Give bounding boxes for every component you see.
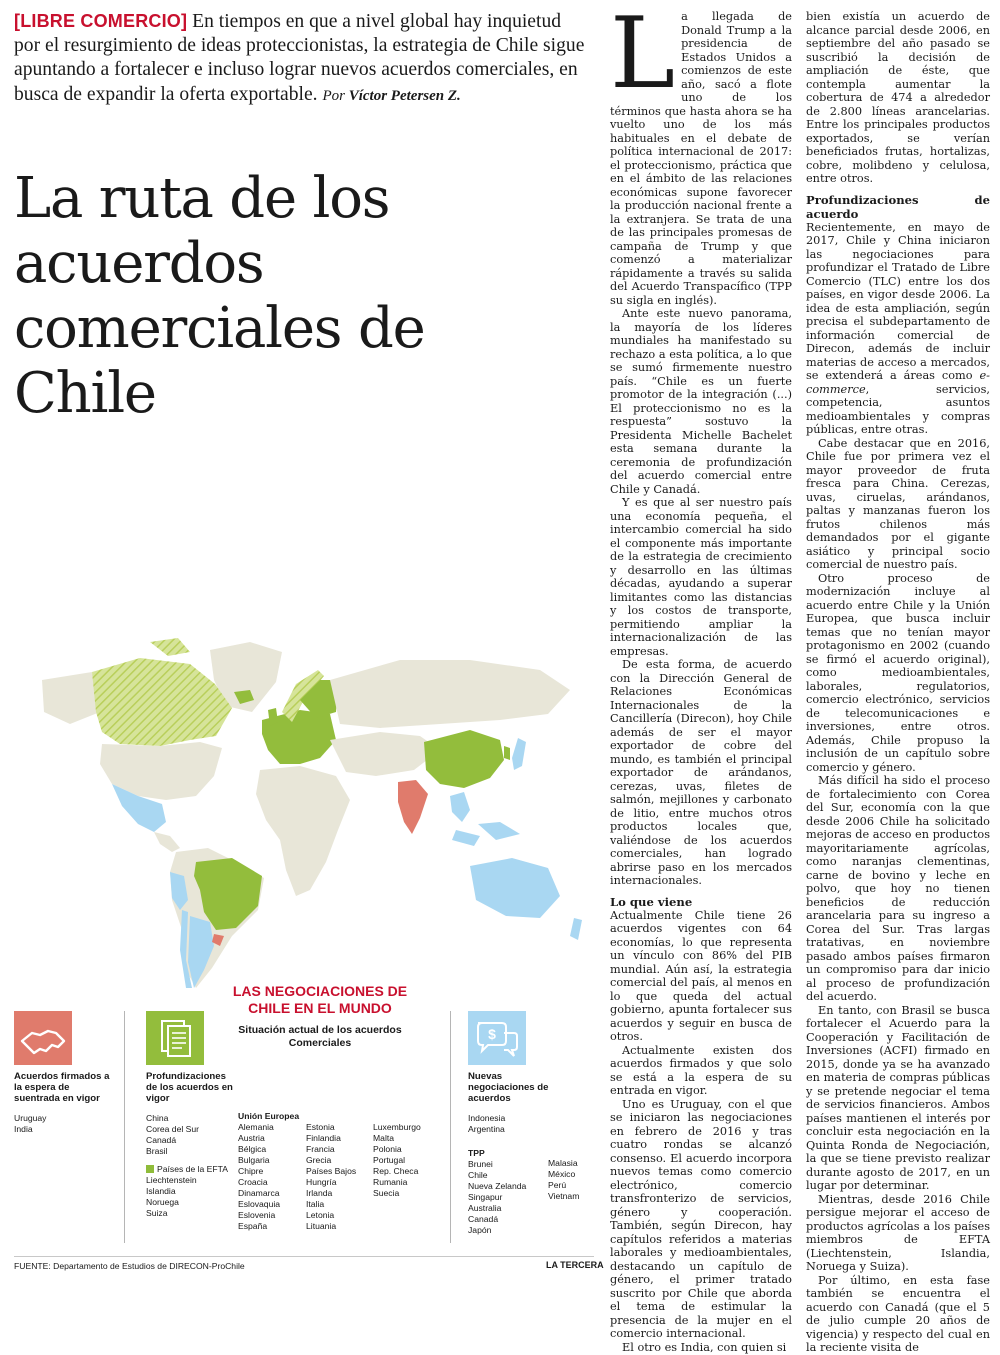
india	[398, 780, 428, 834]
china	[424, 730, 504, 788]
eu-list-2: Estonia Finlandia Francia Grecia Países Bajos Hungría Irlanda Italia Letonia Lituania	[306, 1122, 357, 1231]
paragraph: Más difícil ha sido el proceso de fortalecimiento con Corea del Sur, economía con la que desde 2006 Chile ha solicitado mejoras de acceso en productos mayoritariamente agrícolas, como naranjas clementinas, carne de bovino y leche en polvo, que hoy no tienen beneficios de reducción arancelaria para su ingreso a Corea del Sur. Tras largas tratativas, en noviembre pasado ambos países firmaron un compromiso para dar inicio al proceso de profundización del acuerdo.	[806, 774, 990, 1003]
russia	[330, 660, 570, 728]
new-heading: Nuevas negociaciones de acuerdos	[468, 1071, 549, 1104]
infographic	[0, 975, 600, 1260]
article-column-1	[610, 0, 792, 1354]
country: Islandia	[146, 1186, 176, 1196]
byline-author: Víctor Petersen Z.	[348, 87, 461, 104]
country: India	[14, 1124, 33, 1134]
paragraph: Uno es Uruguay, con el que se iniciaron las negociaciones en febrero de 2016 y tras cuatro rondas se alcanzó consenso. El acuerdo incorpora nuevos temas como comercio electrónico, comercio transfronterizo de servicios, género y cooperación. También, según Direcon, hay capítulos referidos a materias laborales y medioambientales, destacando un capítulo de género, el primer tratado suscrito por Chile que aborda el tema de estimular la presencia de la mujer en el comercio internacional.	[610, 1097, 792, 1340]
lead-text: En tiempos en que a nivel global hay inquietud por el resurgimiento de ideas proteccionistas, la estrategia de Chile sigue apuntando a fortalecer e incluso lograr nuevos acuerdos comerciales, en busca de expandir la oferta exportable.	[14, 11, 585, 105]
country: Suiza	[146, 1208, 168, 1218]
divider	[450, 1011, 451, 1243]
alaska	[42, 672, 100, 724]
country: Argentina	[468, 1124, 505, 1134]
drop-cap: L	[610, 0, 676, 111]
japan	[512, 738, 526, 770]
handshake-icon	[14, 1011, 72, 1065]
efta-swatch	[146, 1165, 154, 1173]
africa	[256, 766, 350, 896]
southeast-asia	[450, 792, 470, 822]
paragraph: Actualmente existen dos acuerdos firmados y que solo se está a la espera de su entrada en vigor.	[610, 1043, 792, 1097]
country: Brasil	[146, 1146, 168, 1156]
canada	[92, 658, 232, 746]
deepening-list	[146, 1113, 232, 1219]
speech-bubbles-icon	[468, 1011, 526, 1065]
paragraph: bien existía un acuerdo de alcance parcial desde 2006, en septiembre del año pasado se suscribió la decisión de ampliación de éste, que contempla aumentar la cobertura de 474 a alrededor de 2.800 líneas arancelarias. Entre los principales productos exportados, se verían beneficiados frutas, hortalizas, cobre, molibdeno y celulosa, entre otros.	[806, 10, 990, 185]
country: Indonesia	[468, 1113, 506, 1123]
tpp-list-2: Malasia México Perú Vietnam	[548, 1158, 580, 1201]
section-tag: [LIBRE COMERCIO]	[14, 11, 188, 31]
country: China	[146, 1113, 169, 1123]
source-credit: FUENTE: Departamento de Estudios de DIRECON-ProChile	[14, 1261, 245, 1271]
paragraph: Y es que al ser nuestro país una economía pequeña, el intercambio comercial ha sido el componente más importante de la estrategia de crecimiento y desarrollo en las últimas décadas, ayudando a superar limitantes como las distancias y los costos de transporte, permitiendo ampliar la internacionalización de las empresas.	[610, 496, 792, 658]
tpp-label: TPP	[468, 1148, 485, 1158]
country: Liechtenstein	[146, 1175, 197, 1185]
lead-paragraph	[14, 9, 589, 108]
australia	[470, 858, 560, 918]
infographic-subtitle: Situación actual de los acuerdos Comerciales	[238, 1024, 402, 1049]
documents-icon	[146, 1011, 204, 1065]
subheading: Lo que viene	[610, 894, 693, 909]
deepening-heading: Profundizaciones de los acuerdos en vigor	[146, 1071, 233, 1104]
paragraph: Actualmente Chile tiene 26 acuerdos vigentes con 64 economías, lo que representa un vínculo con 86% del PIB mundial. Aún así, la estrategia comercial del país, al menos en lo que queda del actual gobierno, apunta fortalecer sus acuerdos y seguir en busca de otros.	[610, 908, 792, 1043]
eu-label: Unión Europea	[238, 1111, 300, 1121]
footer-rule	[14, 1256, 594, 1257]
paragraph: De esta forma, de acuerdo con la Dirección General de Relaciones Económicas Internacionales de la Cancillería (Direcon), hoy Chile además de ser el mayor exportador de cobre del mundo, es también el principal exportador de arándanos, cerezas, uvas, filetes de salmón, mejillones y carbonato de litio, entre muchos otros productos locales que, valiéndose de los acuerdos comerciales, han logrado abrirse paso en los mercados internacionales.	[610, 658, 792, 887]
eu-list-1: Unión Europea Alemania Austria Bélgica Bulgaria Chipre Croacia Dinamarca Eslovaquia Eslovenia España	[238, 1111, 308, 1232]
divider	[124, 1011, 125, 1243]
paragraph: Mientras, desde 2016 Chile persigue mejorar el acceso de productos agrícolas a los países miembros de EFTA (Liechtenstein, Islandia, Noruega y Suiza).	[806, 1192, 990, 1273]
signed-heading: Acuerdos firmados a la espera de suentrada en vigor	[14, 1071, 110, 1104]
efta-legend: Países de la EFTA	[146, 1164, 232, 1175]
paragraph: La llegada de Donald Trump a la presidencia de Estados Unidos a comienzos de este año, sacó a flote uno de los términos que hasta ahora se ha vuelto uno de los más habituales en el debate de política internacional de 2017: el proteccionismo, práctica que en el ámbito de las relaciones económicas supone favorecer la producción nacional frente a la extranjera. Se trata de una de las principales promesas de campaña de Trump y que comenzó a materializar rápidamente a través su salida del Acuerdo Transpacífico (TPP su sigla en inglés).	[610, 0, 792, 307]
paragraph: Recientemente, en mayo de 2017, Chile y China iniciaron las negociaciones para profundizar el Tratado de Libre Comercio (TLC) entre los dos países, en vigor desde 2006. La idea de esta ampliación, según precisa el subdepartamento de información comercial de Direcon, además de incluir materias de acceso a mercados, se extenderá a áreas como e-commerce, servicios, competencia, asuntos medioambientales y compras públicas, entre otras.	[806, 220, 991, 436]
signed-list	[14, 1113, 104, 1135]
paragraph: Ante este nuevo panorama, la mayoría de los líderes mundiales ha manifestado su rechazo a esta política, a lo que se sumó firmemente nuestro país. “Chile es un fuerte promotor de la integración (...) El proteccionismo no es la respuesta” sostuvo la Presidenta Michelle Bachelet esta semana durante la ceremonia de profundización del acuerdo comercial entre Chile y Canadá.	[610, 307, 792, 496]
new-zealand	[570, 918, 582, 940]
subheading: Profundizaciones de acuerdo	[806, 192, 990, 221]
svg-text:$: $	[488, 1026, 496, 1042]
paragraph: Otro proceso de modernización incluye al acuerdo entre Chile y la Unión Europea, que busca incluir temas que no tenían mayor protagonismo en 2002 (cuando se firmó el acuerdo original), como medioambientales, laborales, regulatorios, comercio electrónico, servicios de telecomunicaciones e inversiones, entre otros. Además, Chile propuso la inclusión de un capítulo sobre comercio y género.	[806, 571, 990, 774]
country: Corea del Sur	[146, 1124, 200, 1134]
eu-list-3: Luxemburgo Malta Polonia Portugal Rep. Checa Rumania Suecia	[373, 1122, 421, 1198]
publication-brand: LA TERCERA	[546, 1260, 604, 1270]
country: Noruega	[146, 1197, 179, 1207]
new-list: Indonesia Argentina TPP Brunei Chile Nueva Zelanda Singapur Australia Canadá Japón	[468, 1113, 548, 1236]
paragraph: El otro es India, con quien si	[622, 1340, 787, 1354]
world-map	[0, 600, 600, 990]
paragraph: Cabe destacar que en 2016, Chile fue por primera vez el mayor proveedor de fruta fresca para China. Cerezas, uvas, ciruelas, arándanos, paltas y manzanas fueron los frutos chilenos más demandados por el gigante asiático y principal socio comercial de nuestro país.	[806, 436, 990, 571]
korea	[504, 746, 510, 760]
paragraph: En tanto, con Brasil se busca fortalecer el Acuerdo para la Cooperación y Facilitación de Inversiones (ACFI) firmado en 2015, donde ya se ha avanzado en materia de compras públicas y se pretende negociar el tema de servicios financieros. Ambos países mantienen el interés por concluir esta negociación en la Quinta Ronda de Negociación, la que se tiene previsto realizar durante agosto de 2017, en un lugar por determinar.	[806, 1003, 990, 1192]
article-column-2	[806, 10, 990, 1355]
paragraph: Por último, en esta fase también se encuentra el acuerdo con Canadá (que el 5 de julio cumple 20 años de vigencia) y respecto del cual en la reciente visita de	[806, 1273, 990, 1354]
headline: La ruta de los acuerdos comerciales de Chile	[14, 166, 425, 426]
country: Canadá	[146, 1135, 177, 1145]
byline: Por Víctor Petersen Z.	[322, 87, 461, 104]
country: Uruguay	[14, 1113, 47, 1123]
infographic-title: LAS NEGOCIACIONES DE CHILE EN EL MUNDO	[232, 983, 408, 1016]
